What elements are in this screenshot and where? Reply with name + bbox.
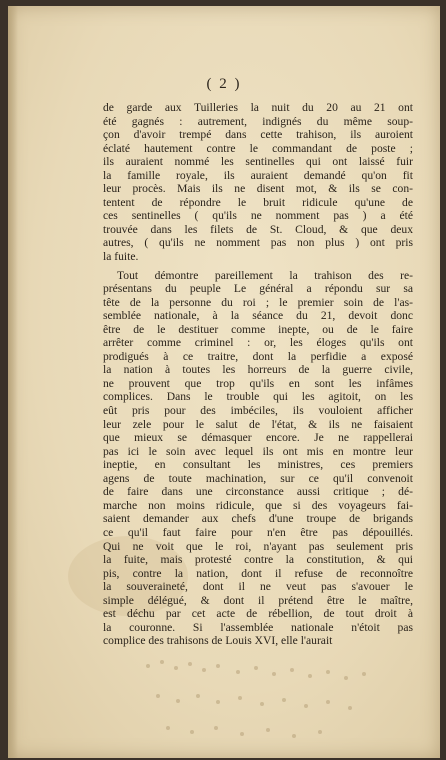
text-line: Tout démontre pareillement la trahison des re- (117, 268, 413, 282)
text-line: la couronne. Si l'assemblée nationale n'étoit pas (103, 620, 413, 634)
text-line: complice des trahisons de Louis XVI, elle l'aurait (103, 634, 333, 648)
text-line: semblée nationale, à la séance du 21, devoit donc (103, 309, 413, 323)
text-line: être de le destituer comme inepte, ou de le faire (103, 322, 413, 336)
text-line: la nation à toutes les horreurs de la guerre civile, (103, 363, 413, 377)
text-line: de garde aux Tuilleries la nuit du 20 au 21 ont (103, 101, 413, 114)
text-line: tête de la personne du roi ; le premier soin de l'as- (103, 295, 413, 309)
text-line: ne prouvent que trop qu'ils en sont les infâmes (103, 376, 413, 390)
text-line: pis, contre la nation, dont il refuse de reconnoître (103, 566, 413, 580)
paragraph-1 (103, 101, 413, 264)
text-line: ils auraient nommé les sentinelles qui ont laissé fuir (103, 155, 413, 169)
text-line: leur procès. Mais ils ne disent mot, & ils se con- (103, 182, 413, 196)
text-line: arrêter comme criminel : or, les éloges qu'ils ont (103, 336, 413, 350)
text-line: la fuite, mais protesté contre la constitution, & qui (103, 553, 413, 567)
text-line: simple délégué, & dont il prétend être le maître, (103, 593, 413, 607)
text-line: trouvée dans les filets de St. Cloud, & que deux (103, 222, 413, 236)
text-line: eût pris pour des imbéciles, ils vouloient afficher (103, 404, 413, 418)
paragraph-2 (103, 269, 413, 648)
text-line: la fuite. (103, 250, 139, 264)
text-line: la famille royale, ils auraient demandé qu'on fit (103, 168, 413, 182)
text-line: prodigués à ce traitre, dont la perfidie a exposé (103, 349, 413, 363)
text-line: marche non moins ridicule, que si des voyageurs fai- (103, 498, 413, 512)
show-through-ornament (128, 646, 388, 746)
text-line: présentans du peuple Le général a répondu sur sa (103, 282, 413, 296)
text-line: de faire dans une circonstance aussi critique ; dé- (103, 485, 413, 499)
body-text (103, 101, 413, 648)
text-line: Qui ne voit que le roi, n'ayant pas seulement pris (103, 539, 413, 553)
text-line: autres, ( qu'ils ne nomment pas non plus ) ont pris (103, 236, 413, 250)
page-spine-shadow (8, 6, 18, 758)
text-line: la souveraineté, dont il ne veut pas s'avouer le (103, 580, 413, 594)
text-line: ineptie, en consultant les ministres, ces premiers (103, 458, 413, 472)
text-line: agens de toute machination, sur ce qu'il convenoit (103, 471, 413, 485)
text-line: ces sentinelles ( qu'ils ne nomment pas ) a été (103, 209, 413, 223)
text-line: çon d'avoir trempé dans cette trahison, ils auroient (103, 128, 413, 142)
text-line: leur zele pour le salut de l'état, & ils ne faisaient (103, 417, 413, 431)
text-line: ce qu'il faut faire pour n'en être pas dépouillés. (103, 525, 413, 539)
text-line: que mieux se démasquer encore. Je ne rappellerai (103, 431, 413, 445)
text-line: été gagnés : autrement, indignés du même soup- (103, 114, 413, 128)
text-line: saient demander aux chefs d'une troupe de brigands (103, 512, 413, 526)
text-line: tentent de répondre le bruit ridicule qu'une de (103, 195, 413, 209)
page-number: ( 2 ) (206, 76, 242, 92)
text-line: complices. Dans le trouble qui les agitoit, on les (103, 390, 413, 404)
text-line: éclaté hautement contre le commandant de poste ; (103, 141, 413, 155)
text-line: est déchu par cet acte de rébellion, de tout droit à (103, 607, 413, 621)
book-page (8, 6, 440, 758)
text-line: pas ici le soin avec lequel ils ont mis en montre leur (103, 444, 413, 458)
